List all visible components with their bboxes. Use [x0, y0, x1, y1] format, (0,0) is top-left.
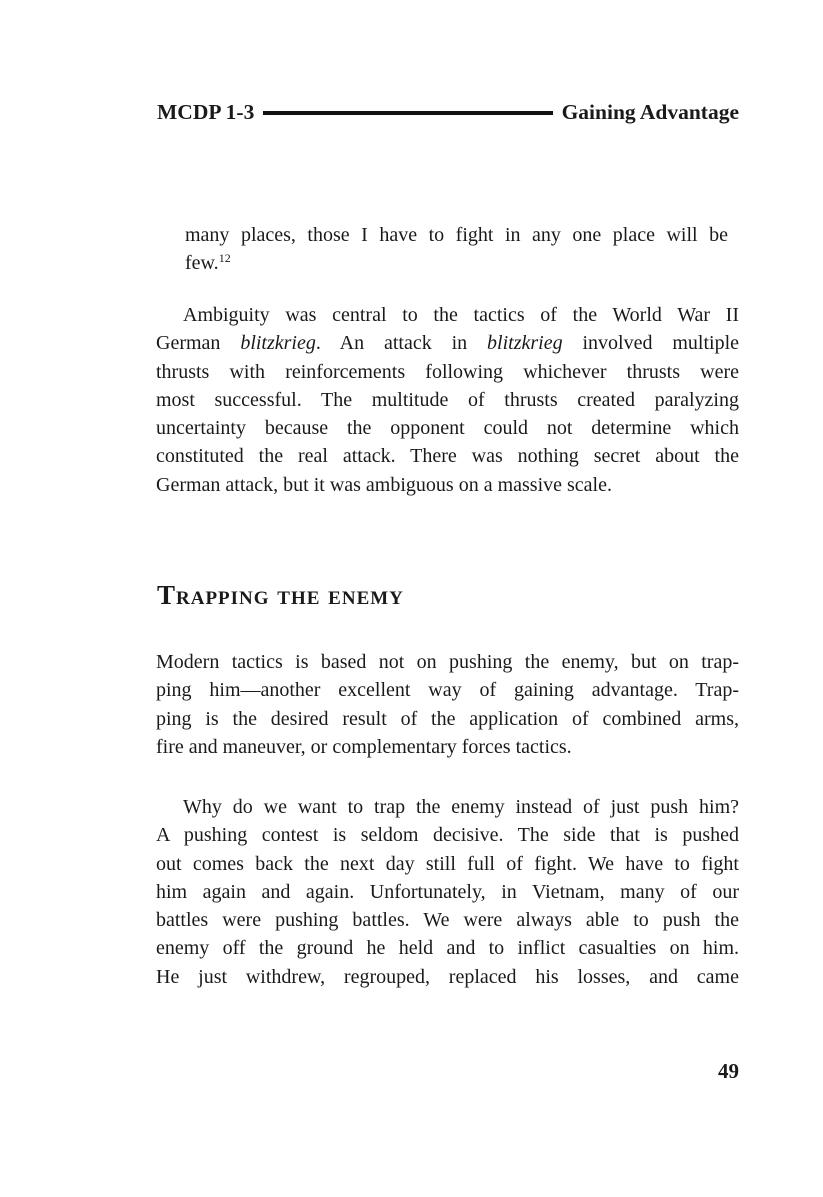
- text-segment: . An attack in: [315, 332, 488, 355]
- text-line: [156, 821, 739, 849]
- text-line: [185, 222, 728, 250]
- text-line: [156, 850, 739, 878]
- text-segment: battles were pushing battles. We were always able to push the: [156, 909, 739, 932]
- text-line: [156, 648, 739, 676]
- text-segment: few.: [185, 251, 219, 274]
- text-segment: German: [156, 332, 241, 355]
- text-line: [156, 963, 739, 991]
- text-segment: blitzkrieg: [487, 332, 563, 355]
- blockquote-continuation: [185, 222, 728, 277]
- text-segment: out comes back the next day still full of fight. We have to fight: [156, 852, 739, 875]
- text-segment: ping is the desired result of the application of combined arms,: [156, 707, 739, 730]
- text-segment: blitzkrieg: [240, 332, 316, 355]
- text-segment: German attack, but it was ambiguous on a massive scale.: [156, 473, 612, 496]
- page-header: [157, 100, 739, 125]
- text-segment: most successful. The multitude of thrusts created paralyzing: [156, 388, 739, 411]
- header-rule: [263, 111, 552, 115]
- text-segment: many places, those I have to fight in any one place will be: [185, 224, 728, 246]
- text-line: [156, 934, 739, 962]
- paragraph-why-trap: [156, 793, 739, 991]
- paragraph-trapping-intro: [156, 648, 739, 761]
- text-line: [156, 878, 739, 906]
- text-line: [185, 250, 728, 278]
- text-segment: him again and again. Unfortunately, in Vietnam, many of our: [156, 880, 739, 903]
- footnote-marker: 12: [218, 250, 231, 265]
- text-line: [156, 906, 739, 934]
- text-segment: Ambiguity was central to the tactics of the World War II: [183, 304, 739, 326]
- text-line: [156, 386, 739, 414]
- text-segment: Why do we want to trap the enemy instead of just push him?: [183, 796, 739, 818]
- text-line: [156, 358, 739, 386]
- text-line: [156, 471, 739, 499]
- text-segment: constituted the real attack. There was nothing secret about the: [156, 445, 739, 468]
- text-segment: enemy off the ground he held and to inflict casualties on him.: [156, 937, 739, 960]
- text-segment: ping him—another excellent way of gaining advantage. Trap-: [156, 679, 739, 702]
- text-line: [156, 676, 739, 704]
- text-line: [156, 414, 739, 442]
- text-line: [156, 301, 739, 329]
- text-segment: A pushing contest is seldom decisive. The side that is pushed: [156, 824, 739, 847]
- text-segment: Modern tactics is based not on pushing the enemy, but on trap-: [156, 651, 739, 673]
- text-segment: involved multiple: [562, 332, 740, 355]
- text-segment: fire and maneuver, or complementary forces tactics.: [156, 735, 572, 758]
- page-number: 49: [718, 1059, 739, 1083]
- text-segment: thrusts with reinforcements following whichever thrusts were: [156, 360, 739, 383]
- running-title: Gaining Advantage: [561, 100, 739, 124]
- text-segment: uncertainty because the opponent could not determine which: [156, 417, 739, 440]
- doc-code: MCDP 1-3: [157, 100, 255, 124]
- text-line: [156, 442, 739, 470]
- text-line: [156, 733, 739, 761]
- text-segment: He just withdrew, regrouped, replaced his losses, and came: [156, 965, 739, 988]
- section-heading-trapping: Trapping the enemy: [157, 580, 404, 610]
- paragraph-ambiguity: [156, 301, 739, 499]
- text-line: [156, 793, 739, 821]
- text-line: [156, 329, 739, 357]
- text-line: [156, 705, 739, 733]
